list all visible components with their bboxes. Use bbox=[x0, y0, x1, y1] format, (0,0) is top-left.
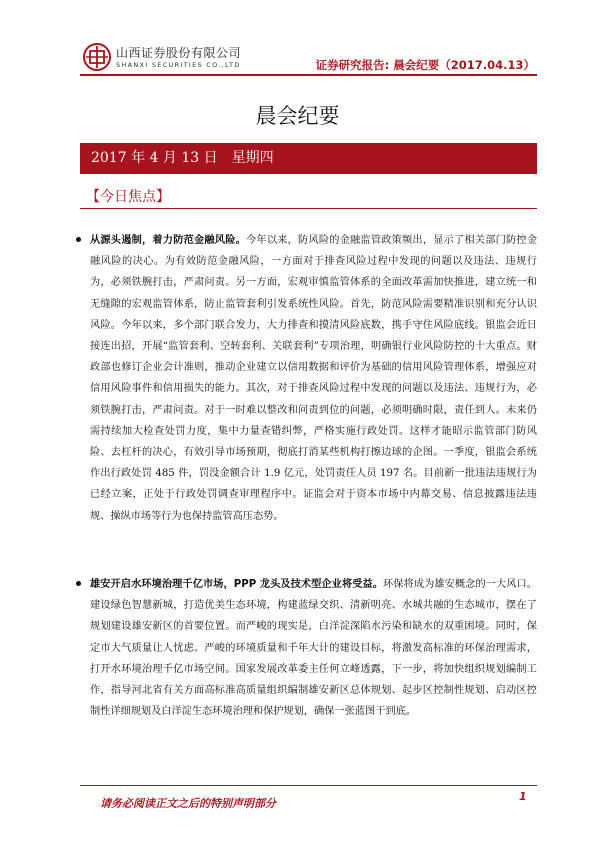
footer-disclaimer: 请务必阅读正文之后的特别声明部分 bbox=[100, 797, 276, 810]
date-banner bbox=[80, 143, 537, 174]
section-heading: 【今日焦点】 bbox=[86, 189, 170, 205]
article-lead: 从源头遏制，着力防范金融风险。 bbox=[90, 235, 247, 246]
article-lead: 雄安开启水环境治理千亿市场，PPP 龙头及技术型企业将受益。 bbox=[90, 579, 384, 590]
article-item bbox=[90, 230, 537, 527]
bullet-icon bbox=[76, 581, 81, 586]
footer-divider bbox=[80, 785, 537, 786]
bullet-icon bbox=[76, 237, 81, 242]
page-number: 1 bbox=[519, 790, 527, 803]
company-name-en: SHANXI SECURITIES CO.,LTD bbox=[116, 61, 241, 69]
article-body: 环保将成为雄安概念的一大风口。建设绿色智慧新城，打造优美生态环境，构建蓝绿交织、清新明亮、水城共融的生态城市，摆在了规划建设雄安新区的首要位置。而严峻的现实是，白洋淀深陷水污染和缺水的双重困境。同时，保定市大气质量让人忧虑。严峻的环境质量和千年大计的建设目标，将激发高标准的环保治理需求，打开水环境治理千亿市场空间。国家发展改革委主任何立峰透露，下一步，将加快组织规划编制工作，指导河北省有关方面高标准高质量组织编制雄安新区总体规划、起步区控制性规划、启动区控制性详细规划及白洋淀生态环境治理和保护规划，确保一张蓝图干到底。 bbox=[90, 579, 537, 718]
article-paragraph bbox=[90, 230, 537, 527]
company-logo bbox=[82, 42, 112, 72]
article-item bbox=[90, 574, 537, 722]
article-paragraph bbox=[90, 574, 537, 722]
page-title: 晨会纪要 bbox=[255, 104, 340, 128]
article-body: 今年以来，防风险的金融监管政策频出，显示了相关部门防控金融风险的决心。为有效防范金融风险，一方面对于排查风险过程中发现的问题以及违法、违规行为，必须铁腕打击，严肃问责。另一方面，宏观审慎监管体系的全面改革需加快推进，建立统一和无缝隙的宏观监管体系，防止监管套利引发系统性风险。首先，防范风险需要精准识别和充分认识风险。今年以来，多个部门联合发力，大力排查和摸清风险底数，携手守住风险底线。银监会近日接连出招，开展“监管套利、空转套利、关联套利”专项治理，明确银行业风险防控的十大重点。财政部也修订企业会计准则，推动企业建立以信用数据和评价为基础的信用风险管理体系，增强应对信用风险事件和信用损失的能力。其次，对于排查风险过程中发现的问题以及违法、违规行为，必须铁腕打击，严肃问责。对于一时难以整改和问责到位的问题，必须明确时限，责任到人。未来仍需持续加大检查处罚力度，集中力量查错纠弊，严格实施行政处罚。这样才能昭示监管部门防风险、去杠杆的决心，有效引导市场预期，彻底打消某些机构打擦边球的企图。一季度，银监会系统作出行政处罚 485 件，罚没金额合计 1.9 亿元，处罚责任人员 197 名。目前新一批违法违规行为已经立案，正处于行政处罚调查审理程序中。证监会对于资本市场中内幕交易、信息披露违法违规、操纵市场等行为也保持监管高压态势。 bbox=[90, 235, 538, 522]
report-title: 证券研究报告: 晨会纪要（2017.04.13） bbox=[315, 58, 535, 72]
company-name-cn: 山西证券股份有限公司 bbox=[116, 46, 242, 60]
header-divider bbox=[80, 74, 537, 76]
section-divider bbox=[80, 208, 537, 209]
date-text: 2017 年 4 月 13 日 星期四 bbox=[91, 150, 274, 166]
